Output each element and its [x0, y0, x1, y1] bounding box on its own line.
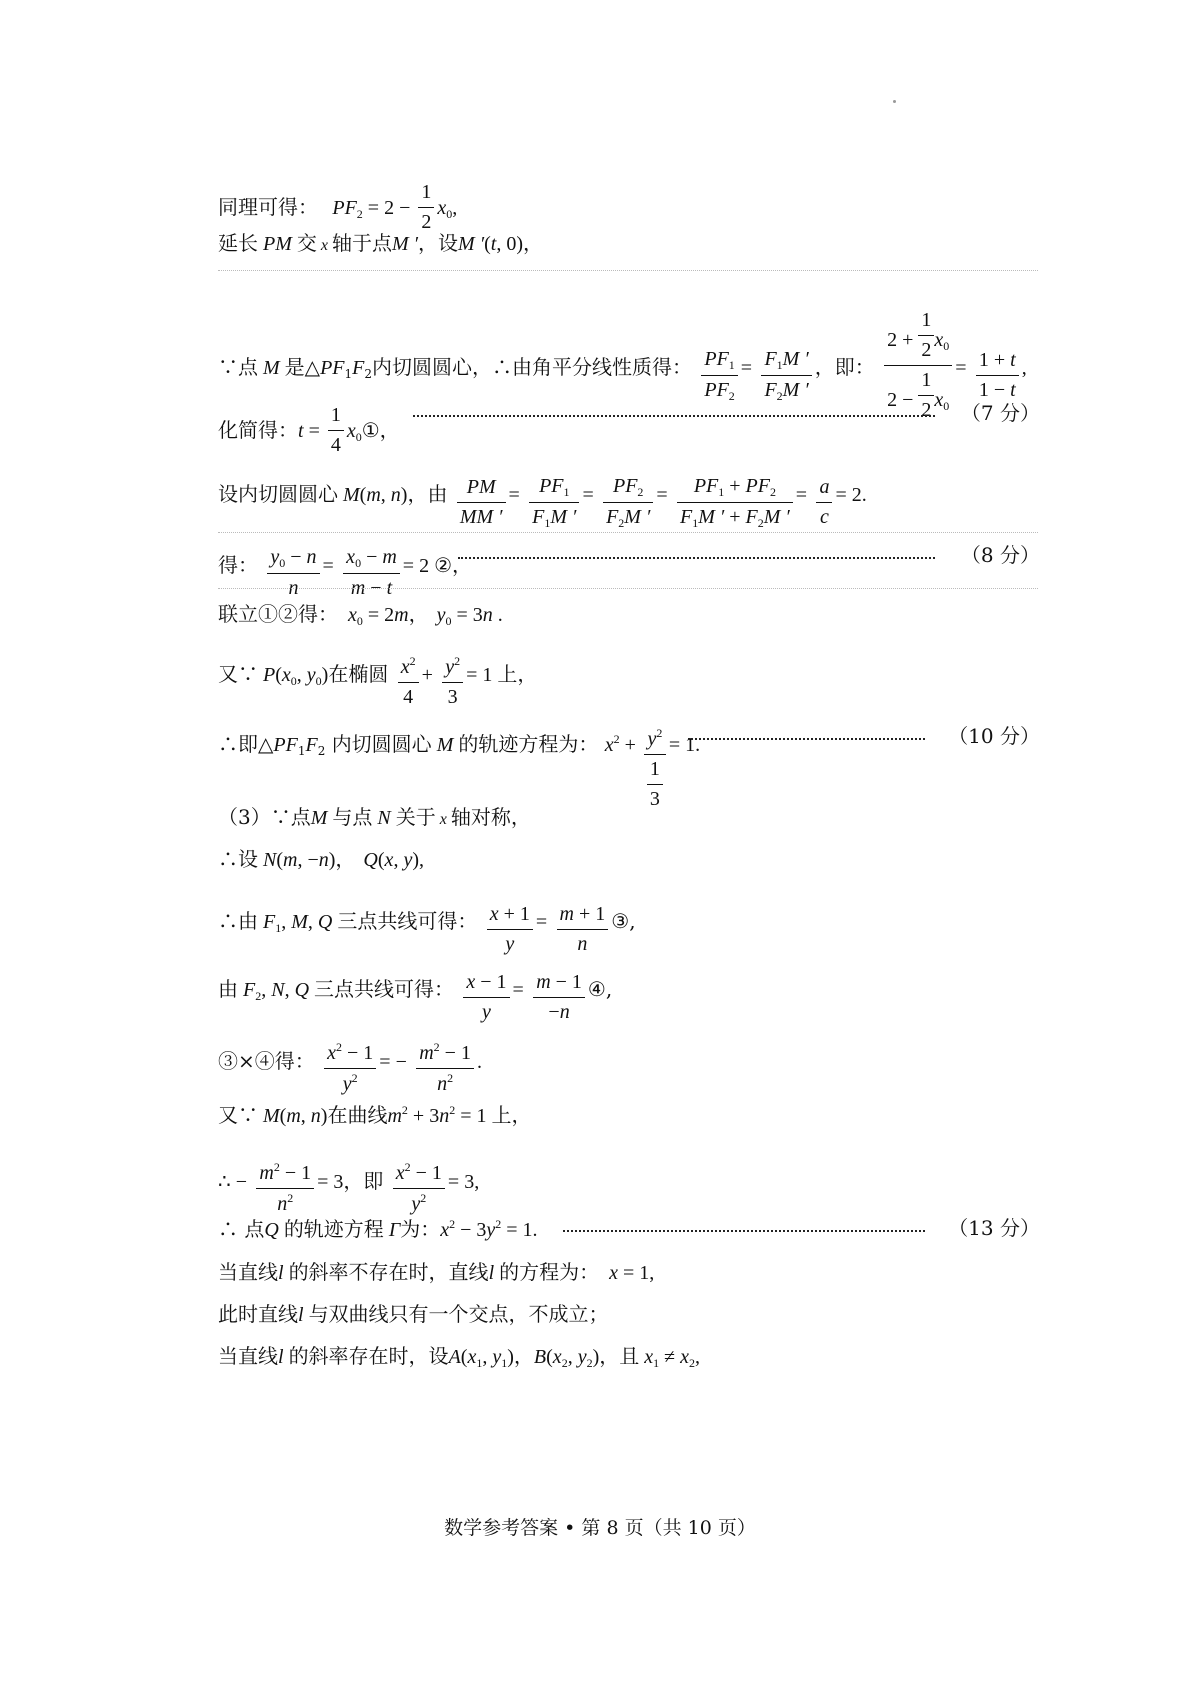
line-part3-symmetry: （3）∵点M 与点 N 关于 x 轴对称， [218, 805, 531, 829]
score-13: （13 分） [948, 1216, 1040, 1240]
score-10: （10 分） [948, 724, 1040, 748]
separator [218, 532, 1038, 533]
line-substitute: ∴ − $\frac{m^2 - 1}{n^2}$ = 3，即 $\frac{x^2 - 1}{y^2}$ = 3, [218, 1160, 480, 1215]
line-product: ③×④得： $\frac{x^2 - 1}{y^2}$ = − $\frac{m^2 - 1}{n^2}$ . [218, 1040, 482, 1095]
line-combine: 联立①②得： $x_0 = 2m$， $y_0 = 3n$ . [218, 602, 503, 628]
line-pf2: 同理可得： $PF_2 = 2$ − $\frac{1}{2}$ $x_0$, [218, 181, 458, 233]
line-one-intersection: 此时直线l 与双曲线只有一个交点，不成立； [218, 1302, 609, 1326]
score-7: （7 分） [960, 401, 1040, 425]
line-locus-q: ∴ 点Q 的轨迹方程 Γ为：$x^2 - 3y^2 = 1$. （13 分） [218, 1216, 1040, 1241]
line-extend-pm: 延长 PM 交 x 轴于点M ′，设M ′(t, 0)， [218, 231, 543, 255]
line-equation-2: 得： $\frac{y_0 - n}{n}$ = $\frac{x_0 - m}{m - t}$ = 2 ②， （8 分） [218, 543, 1040, 599]
score-8: （8 分） [960, 543, 1040, 567]
separator [218, 588, 1038, 589]
line-set-n-q: ∴设 N(m, −n)， Q(x, y), [218, 847, 424, 871]
separator [218, 270, 1038, 271]
page-footer: 数学参考答案 • 第 8 页（共 10 页） [444, 1517, 756, 1539]
line-collinear-3: ∴由 $F_1$, M, Q 三点共线可得： $\frac{x + 1}{y}$ = $\frac{m + 1}{n}$ ③, [218, 903, 636, 955]
line-slope-undefined: 当直线l 的斜率不存在时，直线l 的方程为： x = 1, [218, 1260, 655, 1284]
leader-dots [413, 415, 935, 417]
line-on-ellipse: 又∵ $P(x_0$, $y_0$)在椭圆 $\frac{x^2}{4}$ + $\frac{y^2}{3}$ = 1 上， [218, 654, 538, 708]
line-angle-bisector: ∵点 M 是$\triangle PF_1F_2$内切圆圆心，∴由角平分线性质得： $\frac{PF_1}{PF_2}$ = $\frac{F_1M '}{F_2M '}$ ，即： 2 + $\frac{1}{2}$ $x_0$ 2 − $\frac{1}{2}$ $x_0$ = $\frac{1 + t}{1 - t}$ , [218, 309, 1027, 421]
scan-speck [893, 100, 896, 103]
line-slope-exists: 当直线l 的斜率存在时，设$A(x_1$, $y_1$)，$B(x_2$, $y_2$)，且 $x_1 \ne x_2$, [218, 1344, 701, 1370]
line-simplify-t: 化简得：t = $\frac{1}{4}$ $x_0①$， （7 分） [218, 401, 1040, 456]
leader-dots [688, 738, 925, 740]
line-collinear-4: 由 $F_2$, N, Q 三点共线可得： $\frac{x - 1}{y}$ = $\frac{m - 1}{-n}$ ④, [218, 971, 613, 1023]
leader-dots [458, 557, 935, 559]
leader-dots [563, 1230, 925, 1232]
line-locus-m: ∴即$\triangle PF_1F_2$ 内切圆圆心 M 的轨迹方程为： $x^2$ + $\frac{y^2}{\frac{1}{3}}$ = 1. （10 分） [218, 724, 1040, 810]
line-on-curve: 又∵ M(m, n)在曲线$m^2 + 3n^2 = 1$ 上， [218, 1103, 532, 1127]
line-incircle-ratio: 设内切圆圆心 M(m, n)，由 $\frac{PM}{MM '}$ = $\frac{PF_1}{F_1M '}$ = $\frac{PF_2}{F_2M '}$ = $\frac{PF_1 + PF_2}{F_1M ' + F_2M '}$ = $\frac{a}{c}$ = 2. [218, 475, 867, 530]
